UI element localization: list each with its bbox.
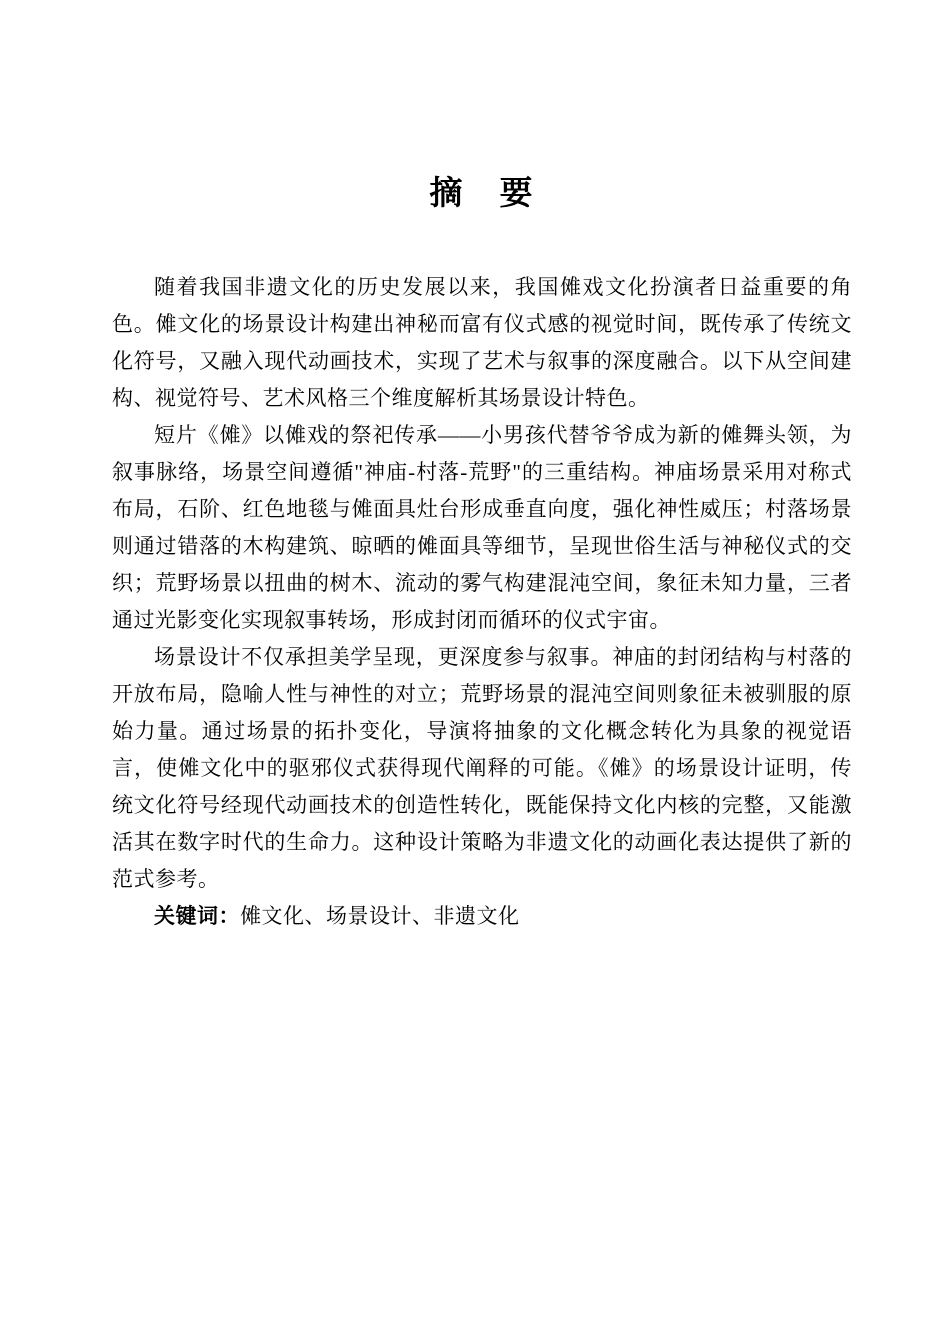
abstract-paragraph-3: 场景设计不仅承担美学呈现，更深度参与叙事。神庙的封闭结构与村落的开放布局，隐喻人性与神性的对立；荒野场景的混沌空间则象征未被驯服的原始力量。通过场景的拓扑变化，导演将抽象的文化概念转化为具象的视觉语言，使傩文化中的驱邪仪式获得现代阐释的可能。《傩》的场景设计证明，传统文化符号经现代动画技术的创造性转化，既能保持文化内核的完整，又能激活其在数字时代的生命力。这种设计策略为非遗文化的动画化表达提供了新的范式参考。 (112, 645, 852, 891)
abstract-title: 摘 要 (429, 176, 535, 212)
keywords-label: 关键词： (154, 904, 240, 928)
abstract-paragraph-2: 短片《傩》以傩戏的祭祀传承——小男孩代替爷爷成为新的傩舞头领，为叙事脉络，场景空间遵循"神庙-村落-荒野"的三重结构。神庙场景采用对称式布局，石阶、红色地毯与傩面具灶台形成垂直向度，强化神性威压；村落场景则通过错落的木构建筑、晾晒的傩面具等细节，呈现世俗生活与神秘仪式的交织；荒野场景以扭曲的树木、流动的雾气构建混沌空间，象征未知力量，三者通过光影变化实现叙事转场，形成封闭而循环的仪式宇宙。 (112, 423, 852, 632)
keywords-text: 傩文化、场景设计、非遗文化 (240, 904, 520, 928)
abstract-paragraph-1: 随着我国非遗文化的历史发展以来，我国傩戏文化扮演者日益重要的角色。傩文化的场景设计构建出神秘而富有仪式感的视觉时间，既传承了传统文化符号，又融入现代动画技术，实现了艺术与叙事的深度融合。以下从空间建构、视觉符号、艺术风格三个维度解析其场景设计特色。 (112, 275, 852, 410)
keywords-line (112, 898, 852, 935)
abstract-body (112, 269, 852, 935)
